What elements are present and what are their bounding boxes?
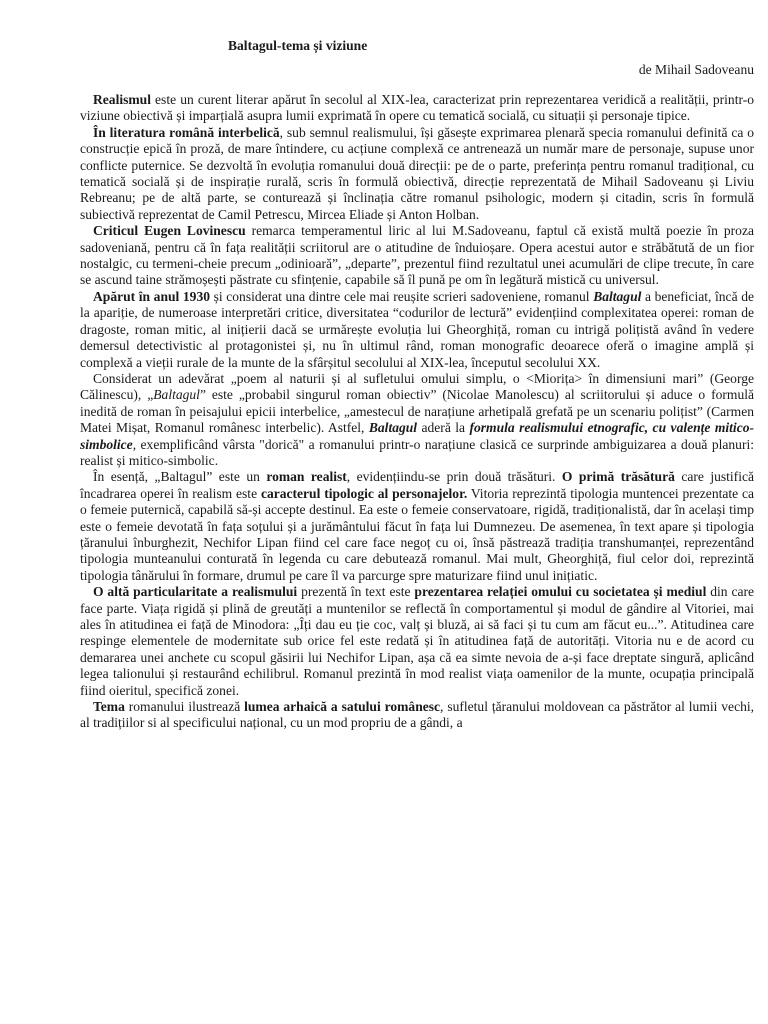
paragraph xyxy=(80,584,754,699)
emphasized-text: Realismul xyxy=(93,92,151,107)
paragraph-text: remarca temperamentul liric al lui M.Sadoveanu, faptul că există multă poezie în proza sadoveniană, pentru că în fața realității scriitorul are o atitudine de înduioșare. Opera acestui autor e străbătută de un fior nostalgic, cu termeni-cheie precum „odinioară”, „departe”, prezentul fiind rezultatul unei acumulări de clipe trecute, în care se ascund taine strămoșești păstrate cu sfințenie, capabile să îl pună pe om în legătură mistică cu universul. xyxy=(80,223,754,288)
emphasized-text: formula realismului etnografic, cu valențe mitico-simbolice xyxy=(80,420,754,452)
paragraph-text: , exemplificând vârsta "dorică" a romanului printr-o narațiune clasică ce surprinde ambiguizarea a două planuri: realist și mitico-simbolic. xyxy=(80,436,754,468)
paragraph-text: din care face parte. Viața rigidă și plină de greutăți a muntenilor se reflectă în comportamentul și modul de gândire al Vitoriei, mai ales în atitudinea ei față de Minodora: „Îți dau eu ție coc, valț și bluză, ai să faci și tu cum am făcut eu...”. Atitudinea care respinge elementele de modernitate sub orice fel este redată și în atitudinea față de autoritāți. Vitoria nu e de acord cu demararea unei anchete cu scopul găsirii lui Nechifor Lipan, așa că ea simte nevoia de a-și face dreptate singură, aplicând legea talionului și restaurând echilibrul. Romanul prezintă în mod realist viața oamenilor de la munte, ocupația principală fiind oieritul, specifică zonei. xyxy=(80,584,754,698)
emphasized-text: roman realist xyxy=(266,469,347,485)
paragraph-text: care justifică încadrarea operei în realism este xyxy=(80,469,754,501)
emphasized-text: O primă trăsătură xyxy=(561,469,675,485)
emphasized-text: caracterul tipologic al personajelor. xyxy=(260,485,468,501)
document-author: de Mihail Sadoveanu xyxy=(638,62,754,77)
emphasized-text: Baltagul xyxy=(593,288,642,304)
emphasized-text: O altă particularitate a realismului xyxy=(93,584,298,600)
paragraph-text: În esență, „Baltagul” este un xyxy=(93,469,267,485)
emphasized-text: prezentarea relației omului cu societatea și mediul xyxy=(414,584,707,600)
paragraph xyxy=(80,92,754,125)
emphasized-text: În literatura română interbelică xyxy=(93,124,280,140)
paragraph-text: Considerat un adevărat „poem al naturii și al sufletului omului simplu, o <Miorița> în dimensiuni mari” (George Călinescu), „ xyxy=(80,370,754,403)
paragraph-text: romanului ilustrează xyxy=(124,699,245,715)
paragraph xyxy=(80,125,754,223)
paragraph xyxy=(80,699,754,732)
paragraph xyxy=(80,223,754,289)
paragraph-text: ” este „probabil singurul roman obiectiv” (Nicolae Manolescu) al scriitorului și aduce o formulă inedită de roman în peisajului epicii interbelice, „amestecul de narațiune arhetipală grefată pe un scenariu polițist” (Carmen Matei Mișat, Romanul românesc interbelic). Astfel, xyxy=(80,387,754,436)
paragraph-text: prezentă în text este xyxy=(297,584,415,600)
emphasized-text: Criticul Eugen Lovinescu xyxy=(93,223,246,239)
paragraph xyxy=(80,469,754,584)
paragraph-text: și considerat una dintre cele mai reușite scrieri sadoveniene, romanul xyxy=(210,288,594,304)
emphasized-text: Baltagul xyxy=(153,387,200,403)
paragraph-text: este un curent literar apărut în secolul al XIX-lea, caracterizat prin reprezentarea veridică a realității, printr-o viziune obiectivă și imparțială asupra lumii exprimată în opere cu tematică socială, cu situații și personaje tipice. xyxy=(80,92,754,124)
paragraph xyxy=(80,289,754,371)
document-title: Baltagul-tema și viziune xyxy=(228,38,368,53)
document-body xyxy=(80,92,754,732)
paragraph xyxy=(80,371,754,469)
paragraph-text: a beneficiat, încă de la apariție, de numeroase interpretări critice, diversitatea “codurilor de lectură” evidențiind complexitatea operei: roman de dragoste, roman mitic, al inițierii dacă se urmărește evoluția lui Gheorghiță, roman cu intrigă polițistă având în vedere demersul detectivistic al protagonistei și, nu în ultimul rând, roman monografic deoarece oferă o imagine amplă și complexă a vieții rurale de la munte de la sfârșitul secolului al XIX-lea, începutul secolului XX. xyxy=(80,288,754,370)
emphasized-text: lumea arhaică a satului românesc xyxy=(244,699,441,715)
paragraph-text: , sufletul țăranului moldovean ca păstrător al lumii vechi, al tradițiilor si al specificului național, cu un mod propriu de a gândi, a xyxy=(80,699,755,731)
emphasized-text: Apărut în anul 1930 xyxy=(93,288,210,304)
paragraph-text: aderă la xyxy=(417,420,470,436)
paragraph-text: , sub semnul realismului, își găsește exprimarea plenară specia romanului definită ca o construcție epică în proză, de mare întindere, cu acțiune complexă ce antrenează un număr mare de personaje, supuse unor conflicte puternice. Se dezvoltă în evoluția romanului două direcții: pe de o parte, preferința pentru romanul tradițional, cu tematică socială și de inspirație rurală, scris în formulă obiectivă, direcție reprezentată de Mihail Sadoveanu și Liviu Rebreanu; pe de altă parte, se conturează și înclinația către romanul psihologic, modern și citadin, scris în formulă subiectivă reprezentat de Camil Petrescu, Mircea Eliade și Anton Holban. xyxy=(80,124,754,222)
emphasized-text: Tema xyxy=(93,699,125,715)
emphasized-text: Baltagul xyxy=(368,420,418,436)
paragraph-text: Vitoria reprezintă tipologia muntencei prezentate ca o femeie puternică, capabilă să-și accepte destinul. Ea este o femeie conservatoare, rigidă, tradiționalistă, dar în același timp este o femeie devotată în fața soțului și a jurământului făcut în fața lui Dumnezeu. De asemenea, în text apare și tipologia țăranului înburghezit, Nechifor Lipan fiind cel care face negoț cu oi, însă păstrează tradiția transhumanței, reprezentând tipologia munteanului conturată în legenda cu care debutează romanul. Mai mult, Gheorghiță, fiul celor doi, reprezintă tipologia tânărului în formare, drumul pe care îl va parcurge spre maturizare fiind unul inițiatic. xyxy=(80,485,755,583)
paragraph-text: , evidențiindu-se prin două trăsături. xyxy=(346,469,562,485)
